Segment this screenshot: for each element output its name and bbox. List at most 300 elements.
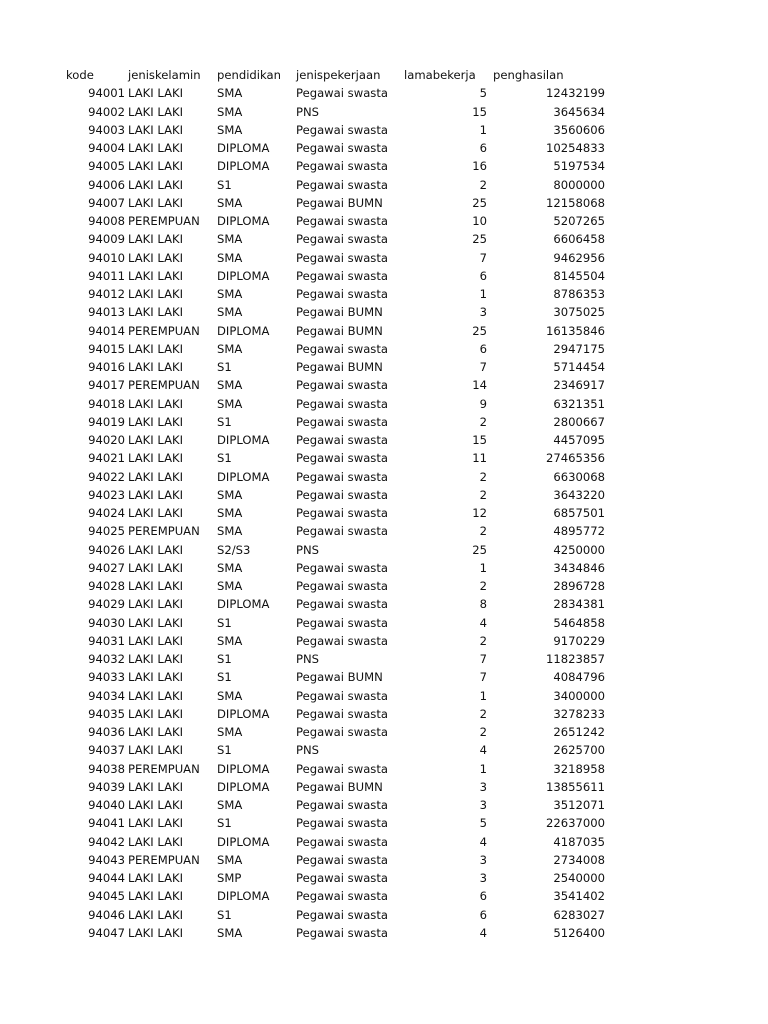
jenispekerjaan-cell: PNS <box>296 652 320 666</box>
pendidikan-cell: S2/S3 <box>217 542 251 557</box>
jenispekerjaan-cell: Pegawai swasta <box>296 122 388 137</box>
jeniskelamin-cell: LAKI LAKI <box>128 798 184 812</box>
kode-cell: 94024 <box>88 506 125 520</box>
jenispekerjaan-cell: Pegawai swasta <box>296 597 388 612</box>
lamabekerja-cell: 6 <box>479 268 487 283</box>
jeniskelamin-cell: LAKI LAKI <box>128 159 184 174</box>
kode-cell: 94023 <box>88 487 125 502</box>
jenispekerjaan-cell: Pegawai swasta <box>296 396 388 411</box>
lamabekerja-cell: 12 <box>472 506 487 520</box>
lamabekerja-cell: 3 <box>479 798 487 812</box>
kode-cell: 94041 <box>88 816 125 831</box>
lamabekerja-cell: 7 <box>479 652 487 666</box>
jenispekerjaan-cell: Pegawai swasta <box>296 487 388 502</box>
penghasilan-cell: 6321351 <box>553 396 605 411</box>
penghasilan-cell: 9462956 <box>553 250 605 265</box>
table-row <box>0 577 768 595</box>
kode-cell: 94014 <box>88 323 125 338</box>
jeniskelamin-cell: PEREMPUAN <box>128 524 200 539</box>
jeniskelamin-cell: LAKI LAKI <box>128 433 184 447</box>
jenispekerjaan-cell: Pegawai swasta <box>296 268 388 283</box>
penghasilan-cell: 6283027 <box>553 907 605 922</box>
kode-cell: 94021 <box>88 451 125 466</box>
jeniskelamin-cell: LAKI LAKI <box>128 542 184 557</box>
kode-cell: 94008 <box>88 214 125 228</box>
jeniskelamin-cell: LAKI LAKI <box>128 560 184 575</box>
kode-cell: 94047 <box>88 925 125 940</box>
jenispekerjaan-cell: Pegawai swasta <box>296 761 388 776</box>
jenispekerjaan-cell: Pegawai swasta <box>296 506 388 520</box>
jeniskelamin-cell: LAKI LAKI <box>128 779 184 794</box>
penghasilan-cell: 16135846 <box>545 323 605 338</box>
lamabekerja-cell: 6 <box>479 907 487 922</box>
pendidikan-cell: DIPLOMA <box>217 779 270 794</box>
pendidikan-cell: S1 <box>217 670 232 685</box>
pendidikan-cell: S1 <box>217 907 232 922</box>
lamabekerja-cell: 2 <box>479 725 487 739</box>
lamabekerja-cell: 5 <box>479 816 487 831</box>
header-penghasilan: penghasilan <box>493 68 564 82</box>
lamabekerja-cell: 7 <box>479 360 487 374</box>
kode-cell: 94009 <box>88 232 125 247</box>
lamabekerja-cell: 3 <box>479 779 487 794</box>
table-row <box>0 139 768 157</box>
lamabekerja-cell: 4 <box>479 925 487 940</box>
kode-cell: 94007 <box>88 195 125 210</box>
kode-cell: 94046 <box>88 907 125 922</box>
lamabekerja-cell: 1 <box>479 287 487 301</box>
jenispekerjaan-cell: Pegawai swasta <box>296 852 388 867</box>
lamabekerja-cell: 16 <box>472 159 487 174</box>
lamabekerja-cell: 9 <box>479 396 487 411</box>
jenispekerjaan-cell: Pegawai swasta <box>296 232 388 247</box>
kode-cell: 94039 <box>88 779 125 794</box>
penghasilan-cell: 3218958 <box>553 761 605 776</box>
table-row <box>0 468 768 486</box>
kode-cell: 94045 <box>88 889 125 904</box>
jenispekerjaan-cell: Pegawai swasta <box>296 871 388 885</box>
jenispekerjaan-cell: Pegawai BUMN <box>296 323 383 338</box>
jeniskelamin-cell: LAKI LAKI <box>128 177 184 192</box>
penghasilan-cell: 11823857 <box>545 652 605 666</box>
lamabekerja-cell: 2 <box>479 487 487 502</box>
lamabekerja-cell: 1 <box>479 688 487 703</box>
kode-cell: 94025 <box>88 524 125 539</box>
penghasilan-cell: 2947175 <box>553 341 605 356</box>
lamabekerja-cell: 6 <box>479 341 487 356</box>
penghasilan-cell: 2800667 <box>553 414 605 429</box>
table-row <box>0 559 768 577</box>
table-row <box>0 340 768 358</box>
jenispekerjaan-cell: Pegawai swasta <box>296 633 388 648</box>
lamabekerja-cell: 15 <box>472 433 487 447</box>
pendidikan-cell: SMP <box>217 871 242 885</box>
penghasilan-cell: 12158068 <box>545 195 605 210</box>
penghasilan-cell: 3643220 <box>553 487 605 502</box>
table-row <box>0 833 768 851</box>
table-row <box>0 723 768 741</box>
penghasilan-cell: 2540000 <box>553 871 605 885</box>
penghasilan-cell: 2896728 <box>553 579 605 593</box>
pendidikan-cell: DIPLOMA <box>217 889 270 904</box>
pendidikan-cell: SMA <box>217 341 243 356</box>
jeniskelamin-cell: PEREMPUAN <box>128 323 200 338</box>
header-kode: kode <box>66 68 94 82</box>
pendidikan-cell: SMA <box>217 852 243 867</box>
kode-cell: 94011 <box>88 268 125 283</box>
table-row <box>0 376 768 394</box>
lamabekerja-cell: 3 <box>479 852 487 867</box>
kode-cell: 94028 <box>88 579 125 593</box>
kode-cell: 94031 <box>88 633 125 648</box>
jenispekerjaan-cell: Pegawai swasta <box>296 706 388 721</box>
jenispekerjaan-cell: Pegawai swasta <box>296 889 388 904</box>
pendidikan-cell: DIPLOMA <box>217 469 270 484</box>
pendidikan-cell: S1 <box>217 816 232 831</box>
kode-cell: 94036 <box>88 725 125 739</box>
kode-cell: 94015 <box>88 341 125 356</box>
table-row <box>0 595 768 613</box>
jenispekerjaan-cell: Pegawai swasta <box>296 159 388 174</box>
jeniskelamin-cell: LAKI LAKI <box>128 907 184 922</box>
jeniskelamin-cell: LAKI LAKI <box>128 451 184 466</box>
jeniskelamin-cell: LAKI LAKI <box>128 633 184 648</box>
data-rows <box>0 84 768 942</box>
penghasilan-cell: 3434846 <box>553 560 605 575</box>
jeniskelamin-cell: LAKI LAKI <box>128 268 184 283</box>
penghasilan-cell: 8145504 <box>553 268 605 283</box>
jeniskelamin-cell: LAKI LAKI <box>128 250 184 265</box>
jeniskelamin-cell: LAKI LAKI <box>128 688 184 703</box>
pendidikan-cell: SMA <box>217 232 243 247</box>
kode-cell: 94027 <box>88 560 125 575</box>
lamabekerja-cell: 2 <box>479 524 487 539</box>
jenispekerjaan-cell: Pegawai swasta <box>296 579 388 593</box>
kode-cell: 94002 <box>88 104 125 119</box>
pendidikan-cell: S1 <box>217 414 232 429</box>
jenispekerjaan-cell: Pegawai swasta <box>296 688 388 703</box>
table-row <box>0 413 768 431</box>
table-row <box>0 486 768 504</box>
header-jenispekerjaan: jenispekerjaan <box>296 68 381 82</box>
penghasilan-cell: 2346917 <box>553 378 605 393</box>
pendidikan-cell: SMA <box>217 633 243 648</box>
kode-cell: 94040 <box>88 798 125 812</box>
jenispekerjaan-cell: Pegawai swasta <box>296 414 388 429</box>
jenispekerjaan-cell: Pegawai BUMN <box>296 779 383 794</box>
table-row <box>0 103 768 121</box>
jeniskelamin-cell: LAKI LAKI <box>128 122 184 137</box>
header-lamabekerja: lamabekerja <box>404 68 476 82</box>
jeniskelamin-cell: LAKI LAKI <box>128 305 184 320</box>
kode-cell: 94043 <box>88 852 125 867</box>
table-row <box>0 668 768 686</box>
penghasilan-cell: 3400000 <box>553 688 605 703</box>
jenispekerjaan-cell: Pegawai swasta <box>296 141 388 155</box>
penghasilan-cell: 13855611 <box>545 779 605 794</box>
kode-cell: 94042 <box>88 834 125 849</box>
kode-cell: 94001 <box>88 86 125 101</box>
kode-cell: 94013 <box>88 305 125 320</box>
kode-cell: 94018 <box>88 396 125 411</box>
penghasilan-cell: 8000000 <box>553 177 605 192</box>
lamabekerja-cell: 25 <box>472 232 487 247</box>
lamabekerja-cell: 1 <box>479 122 487 137</box>
kode-cell: 94020 <box>88 433 125 447</box>
lamabekerja-cell: 3 <box>479 871 487 885</box>
lamabekerja-cell: 1 <box>479 761 487 776</box>
penghasilan-cell: 10254833 <box>545 141 605 155</box>
jenispekerjaan-cell: Pegawai swasta <box>296 378 388 393</box>
jeniskelamin-cell: PEREMPUAN <box>128 761 200 776</box>
table-row <box>0 650 768 668</box>
jeniskelamin-cell: LAKI LAKI <box>128 195 184 210</box>
penghasilan-cell: 3560606 <box>553 122 605 137</box>
kode-cell: 94033 <box>88 670 125 685</box>
pendidikan-cell: S1 <box>217 177 232 192</box>
jeniskelamin-cell: LAKI LAKI <box>128 925 184 940</box>
header-jeniskelamin: jeniskelamin <box>128 68 201 82</box>
lamabekerja-cell: 2 <box>479 414 487 429</box>
lamabekerja-cell: 25 <box>472 195 487 210</box>
jeniskelamin-cell: LAKI LAKI <box>128 670 184 685</box>
pendidikan-cell: S1 <box>217 743 232 758</box>
jenispekerjaan-cell: Pegawai swasta <box>296 816 388 831</box>
pendidikan-cell: SMA <box>217 195 243 210</box>
jeniskelamin-cell: LAKI LAKI <box>128 816 184 831</box>
jenispekerjaan-cell: PNS <box>296 743 320 758</box>
jeniskelamin-cell: LAKI LAKI <box>128 871 184 885</box>
table-row <box>0 851 768 869</box>
jenispekerjaan-cell: Pegawai swasta <box>296 177 388 192</box>
pendidikan-cell: DIPLOMA <box>217 141 270 155</box>
penghasilan-cell: 4457095 <box>553 433 605 447</box>
pendidikan-cell: SMA <box>217 579 243 593</box>
jeniskelamin-cell: LAKI LAKI <box>128 652 184 666</box>
lamabekerja-cell: 4 <box>479 743 487 758</box>
table-row <box>0 796 768 814</box>
table-row <box>0 705 768 723</box>
penghasilan-cell: 12432199 <box>545 86 605 101</box>
pendidikan-cell: DIPLOMA <box>217 597 270 612</box>
table-row <box>0 358 768 376</box>
lamabekerja-cell: 3 <box>479 305 487 320</box>
penghasilan-cell: 6857501 <box>553 506 605 520</box>
jenispekerjaan-cell: Pegawai swasta <box>296 287 388 301</box>
pendidikan-cell: SMA <box>217 487 243 502</box>
pendidikan-cell: SMA <box>217 925 243 940</box>
table-row <box>0 504 768 522</box>
pendidikan-cell: SMA <box>217 378 243 393</box>
kode-cell: 94035 <box>88 706 125 721</box>
lamabekerja-cell: 2 <box>479 177 487 192</box>
pendidikan-cell: DIPLOMA <box>217 433 270 447</box>
penghasilan-cell: 6606458 <box>553 232 605 247</box>
lamabekerja-cell: 7 <box>479 670 487 685</box>
lamabekerja-cell: 25 <box>472 323 487 338</box>
kode-cell: 94004 <box>88 141 125 155</box>
lamabekerja-cell: 6 <box>479 889 487 904</box>
lamabekerja-cell: 5 <box>479 86 487 101</box>
lamabekerja-cell: 2 <box>479 469 487 484</box>
pendidikan-cell: S1 <box>217 360 232 374</box>
table-row <box>0 869 768 887</box>
pendidikan-cell: DIPLOMA <box>217 268 270 283</box>
penghasilan-cell: 3075025 <box>553 305 605 320</box>
penghasilan-cell: 5197534 <box>553 159 605 174</box>
pendidikan-cell: SMA <box>217 86 243 101</box>
lamabekerja-cell: 4 <box>479 834 487 849</box>
penghasilan-cell: 4187035 <box>553 834 605 849</box>
table-row <box>0 395 768 413</box>
lamabekerja-cell: 6 <box>479 141 487 155</box>
penghasilan-cell: 9170229 <box>553 633 605 648</box>
kode-cell: 94037 <box>88 743 125 758</box>
table-row <box>0 760 768 778</box>
jeniskelamin-cell: LAKI LAKI <box>128 396 184 411</box>
header-pendidikan: pendidikan <box>217 68 281 82</box>
lamabekerja-cell: 2 <box>479 579 487 593</box>
pendidikan-cell: DIPLOMA <box>217 761 270 776</box>
jeniskelamin-cell: PEREMPUAN <box>128 214 200 228</box>
jeniskelamin-cell: LAKI LAKI <box>128 360 184 374</box>
jeniskelamin-cell: LAKI LAKI <box>128 469 184 484</box>
pendidikan-cell: DIPLOMA <box>217 834 270 849</box>
penghasilan-cell: 5714454 <box>553 360 605 374</box>
lamabekerja-cell: 14 <box>472 378 487 393</box>
lamabekerja-cell: 4 <box>479 615 487 630</box>
jenispekerjaan-cell: Pegawai BUMN <box>296 670 383 685</box>
table-row <box>0 541 768 559</box>
penghasilan-cell: 2734008 <box>553 852 605 867</box>
penghasilan-cell: 3541402 <box>553 889 605 904</box>
jeniskelamin-cell: PEREMPUAN <box>128 852 200 867</box>
pendidikan-cell: SMA <box>217 122 243 137</box>
jenispekerjaan-cell: Pegawai swasta <box>296 615 388 630</box>
jeniskelamin-cell: LAKI LAKI <box>128 743 184 758</box>
kode-cell: 94044 <box>88 871 125 885</box>
table-row <box>0 267 768 285</box>
penghasilan-cell: 6630068 <box>553 469 605 484</box>
pendidikan-cell: S1 <box>217 451 232 466</box>
kode-cell: 94010 <box>88 250 125 265</box>
lamabekerja-cell: 1 <box>479 560 487 575</box>
jenispekerjaan-cell: Pegawai swasta <box>296 907 388 922</box>
pendidikan-cell: SMA <box>217 305 243 320</box>
kode-cell: 94030 <box>88 615 125 630</box>
penghasilan-cell: 3512071 <box>553 798 605 812</box>
table-row <box>0 157 768 175</box>
penghasilan-cell: 8786353 <box>553 287 605 301</box>
penghasilan-cell: 5126400 <box>553 925 605 940</box>
jenispekerjaan-cell: Pegawai swasta <box>296 925 388 940</box>
spreadsheet <box>0 66 768 942</box>
lamabekerja-cell: 8 <box>479 597 487 612</box>
lamabekerja-cell: 2 <box>479 706 487 721</box>
table-row <box>0 249 768 267</box>
jenispekerjaan-cell: Pegawai swasta <box>296 834 388 849</box>
jenispekerjaan-cell: Pegawai swasta <box>296 469 388 484</box>
lamabekerja-cell: 11 <box>472 451 487 466</box>
table-row <box>0 449 768 467</box>
pendidikan-cell: SMA <box>217 506 243 520</box>
jeniskelamin-cell: LAKI LAKI <box>128 104 184 119</box>
jeniskelamin-cell: LAKI LAKI <box>128 706 184 721</box>
penghasilan-cell: 3278233 <box>553 706 605 721</box>
pendidikan-cell: SMA <box>217 560 243 575</box>
kode-cell: 94016 <box>88 360 125 374</box>
jeniskelamin-cell: LAKI LAKI <box>128 506 184 520</box>
table-row <box>0 814 768 832</box>
penghasilan-cell: 2651242 <box>553 725 605 739</box>
jenispekerjaan-cell: Pegawai BUMN <box>296 305 383 320</box>
table-row <box>0 687 768 705</box>
lamabekerja-cell: 25 <box>472 542 487 557</box>
kode-cell: 94003 <box>88 122 125 137</box>
jenispekerjaan-cell: Pegawai swasta <box>296 798 388 812</box>
kode-cell: 94026 <box>88 542 125 557</box>
jenispekerjaan-cell: Pegawai swasta <box>296 250 388 265</box>
kode-cell: 94038 <box>88 761 125 776</box>
lamabekerja-cell: 7 <box>479 250 487 265</box>
lamabekerja-cell: 10 <box>472 214 487 228</box>
penghasilan-cell: 27465356 <box>545 451 605 466</box>
pendidikan-cell: S1 <box>217 615 232 630</box>
penghasilan-cell: 22637000 <box>545 816 605 831</box>
jeniskelamin-cell: LAKI LAKI <box>128 341 184 356</box>
jenispekerjaan-cell: Pegawai swasta <box>296 86 388 101</box>
table-row <box>0 887 768 905</box>
lamabekerja-cell: 15 <box>472 104 487 119</box>
table-row <box>0 522 768 540</box>
jenispekerjaan-cell: Pegawai BUMN <box>296 195 383 210</box>
kode-cell: 94034 <box>88 688 125 703</box>
jenispekerjaan-cell: Pegawai swasta <box>296 560 388 575</box>
jenispekerjaan-cell: PNS <box>296 542 320 557</box>
jenispekerjaan-cell: Pegawai swasta <box>296 433 388 447</box>
header-row <box>0 66 768 84</box>
table-row <box>0 194 768 212</box>
table-row <box>0 121 768 139</box>
penghasilan-cell: 5207265 <box>553 214 605 228</box>
jeniskelamin-cell: LAKI LAKI <box>128 597 184 612</box>
pendidikan-cell: SMA <box>217 396 243 411</box>
kode-cell: 94006 <box>88 177 125 192</box>
lamabekerja-cell: 2 <box>479 633 487 648</box>
jeniskelamin-cell: LAKI LAKI <box>128 834 184 849</box>
jenispekerjaan-cell: Pegawai swasta <box>296 214 388 228</box>
jeniskelamin-cell: LAKI LAKI <box>128 232 184 247</box>
pendidikan-cell: SMA <box>217 104 243 119</box>
pendidikan-cell: SMA <box>217 250 243 265</box>
jeniskelamin-cell: LAKI LAKI <box>128 86 184 101</box>
table-row <box>0 303 768 321</box>
kode-cell: 94017 <box>88 378 125 393</box>
jeniskelamin-cell: LAKI LAKI <box>128 615 184 630</box>
table-row <box>0 212 768 230</box>
pendidikan-cell: SMA <box>217 798 243 812</box>
table-row <box>0 906 768 924</box>
pendidikan-cell: DIPLOMA <box>217 706 270 721</box>
table-row <box>0 285 768 303</box>
table-row <box>0 924 768 942</box>
pendidikan-cell: SMA <box>217 287 243 301</box>
jeniskelamin-cell: LAKI LAKI <box>128 725 184 739</box>
table-row <box>0 176 768 194</box>
penghasilan-cell: 2834381 <box>553 597 605 612</box>
penghasilan-cell: 4895772 <box>553 524 605 539</box>
table-row <box>0 230 768 248</box>
